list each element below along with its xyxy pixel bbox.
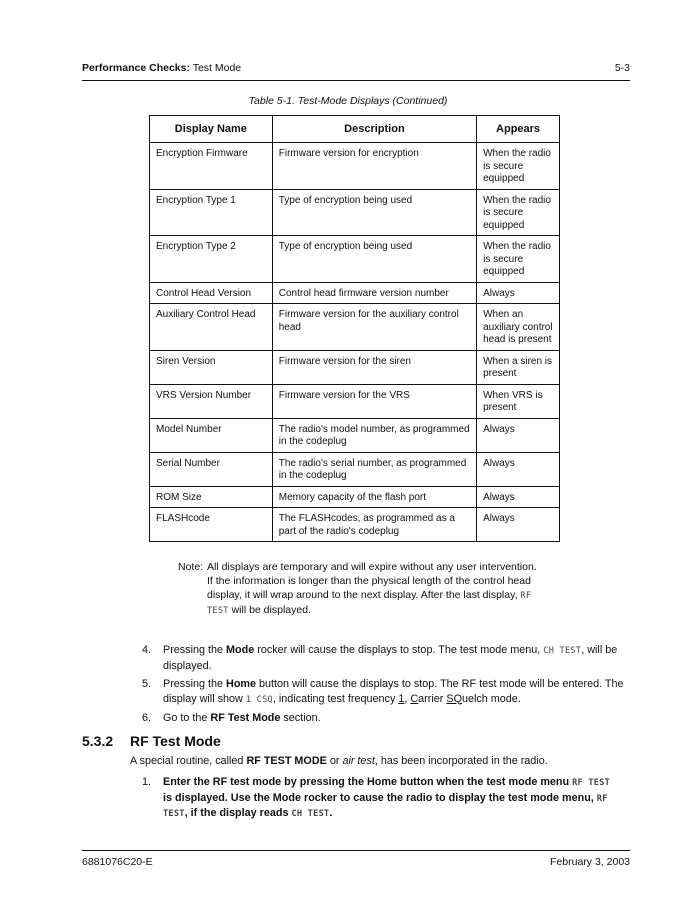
- table-cell: When the radio is secure equipped: [477, 236, 560, 283]
- table-cell: The radio's model number, as programmed in the codeplug: [272, 418, 476, 452]
- table-cell: Memory capacity of the flash port: [272, 486, 476, 508]
- table-cell: When the radio is secure equipped: [477, 143, 560, 190]
- table-row: [150, 418, 560, 452]
- table-cell: Encryption Type 1: [150, 189, 273, 236]
- table-cell: When a siren is present: [477, 350, 560, 384]
- table-cell: Always: [477, 418, 560, 452]
- steps-list: [142, 643, 632, 730]
- table-cell: Always: [477, 452, 560, 486]
- table-cell: When VRS is present: [477, 384, 560, 418]
- table-row: [150, 486, 560, 508]
- table-row: [150, 189, 560, 236]
- table-cell: Always: [477, 282, 560, 304]
- table-cell: VRS Version Number: [150, 384, 273, 418]
- column-header: Display Name: [150, 116, 273, 143]
- table-cell: The FLASHcodes, as programmed as a part of the radio's codeplug: [272, 508, 476, 542]
- table-cell: The radio's serial number, as programmed in the codeplug: [272, 452, 476, 486]
- list-item: 1. Enter the RF test mode by pressing the Home button when the test mode menu RF TEST is displayed. Use the Mode rocker to cause the radio to display the test mode menu, RF TEST, if the display reads CH TEST.: [142, 776, 611, 819]
- page-header: [82, 62, 630, 74]
- table-row: [150, 452, 560, 486]
- table-row: [150, 350, 560, 384]
- table-row: [150, 384, 560, 418]
- page-footer: [82, 856, 630, 868]
- table-cell: Firmware version for the siren: [272, 350, 476, 384]
- footer-rule: [82, 850, 630, 851]
- list-item: 5. Pressing the Home button will cause the displays to stop. The RF test mode will be entered. The display will show 1 CSQ, indicating test frequency 1, Carrier SQuelch mode.: [142, 678, 624, 705]
- table-cell: Type of encryption being used: [272, 189, 476, 236]
- column-header: Description: [272, 116, 476, 143]
- table-cell: Control Head Version: [150, 282, 273, 304]
- doc-number: 6881076C20-E: [82, 856, 153, 868]
- display-code: CH TEST: [291, 809, 330, 819]
- table-cell: Model Number: [150, 418, 273, 452]
- section-title: RF Test Mode: [130, 733, 221, 749]
- header-page-number: 5-3: [614, 62, 630, 74]
- table-cell: Encryption Type 2: [150, 236, 273, 283]
- list-item: 6. Go to the RF Test Mode section.: [142, 712, 321, 724]
- table-cell: Serial Number: [150, 452, 273, 486]
- table-row: [150, 282, 560, 304]
- table-cell: Always: [477, 508, 560, 542]
- table-cell: Firmware version for the VRS: [272, 384, 476, 418]
- table-row: [150, 236, 560, 283]
- table-row: [150, 508, 560, 542]
- display-code: 1 CSQ: [245, 694, 273, 705]
- list-item: 4. Pressing the Mode rocker will cause the displays to stop. The test mode menu, CH TEST, will be displayed.: [142, 644, 618, 672]
- table-cell: ROM Size: [150, 486, 273, 508]
- intro-paragraph: A special routine, called RF TEST MODE or air test, has been incorporated in the radio.: [130, 755, 548, 767]
- table-cell: Always: [477, 486, 560, 508]
- table-cell: Type of encryption being used: [272, 236, 476, 283]
- table-header-row: [150, 116, 560, 143]
- display-code: RF TEST: [207, 591, 532, 616]
- table-row: [150, 304, 560, 351]
- table-cell: When the radio is secure equipped: [477, 189, 560, 236]
- header-section: Performance Checks: Test Mode: [82, 62, 242, 74]
- table-cell: Firmware version for encryption: [272, 143, 476, 190]
- table-cell: FLASHcode: [150, 508, 273, 542]
- display-code: CH TEST: [543, 646, 582, 656]
- section-number: 5.3.2: [82, 733, 114, 749]
- display-code: RF TEST: [572, 778, 611, 788]
- doc-date: February 3, 2003: [550, 856, 630, 868]
- table-cell: Firmware version for the auxiliary control head: [272, 304, 476, 351]
- note: [178, 560, 538, 618]
- note-text: All displays are temporary and will expire without any user intervention. If the information is longer than the physical length of the control head display, it will wrap around to the next display. After the last display, RF TEST will be displayed.: [207, 561, 537, 616]
- note-label: Note:: [178, 561, 204, 573]
- table-caption: Table 5-1. Test-Mode Displays (Continued): [248, 95, 448, 107]
- test-mode-displays-table: [149, 115, 560, 542]
- table-cell: Siren Version: [150, 350, 273, 384]
- header-rule: [82, 80, 630, 81]
- table-cell: Auxiliary Control Head: [150, 304, 273, 351]
- column-header: Appears: [477, 116, 560, 143]
- table-cell: Encryption Firmware: [150, 143, 273, 190]
- table-cell: Control head firmware version number: [272, 282, 476, 304]
- display-code: RF TEST: [163, 793, 608, 819]
- section-heading: [82, 733, 221, 749]
- table-cell: When an auxiliary control head is present: [477, 304, 560, 351]
- table-row: [150, 143, 560, 190]
